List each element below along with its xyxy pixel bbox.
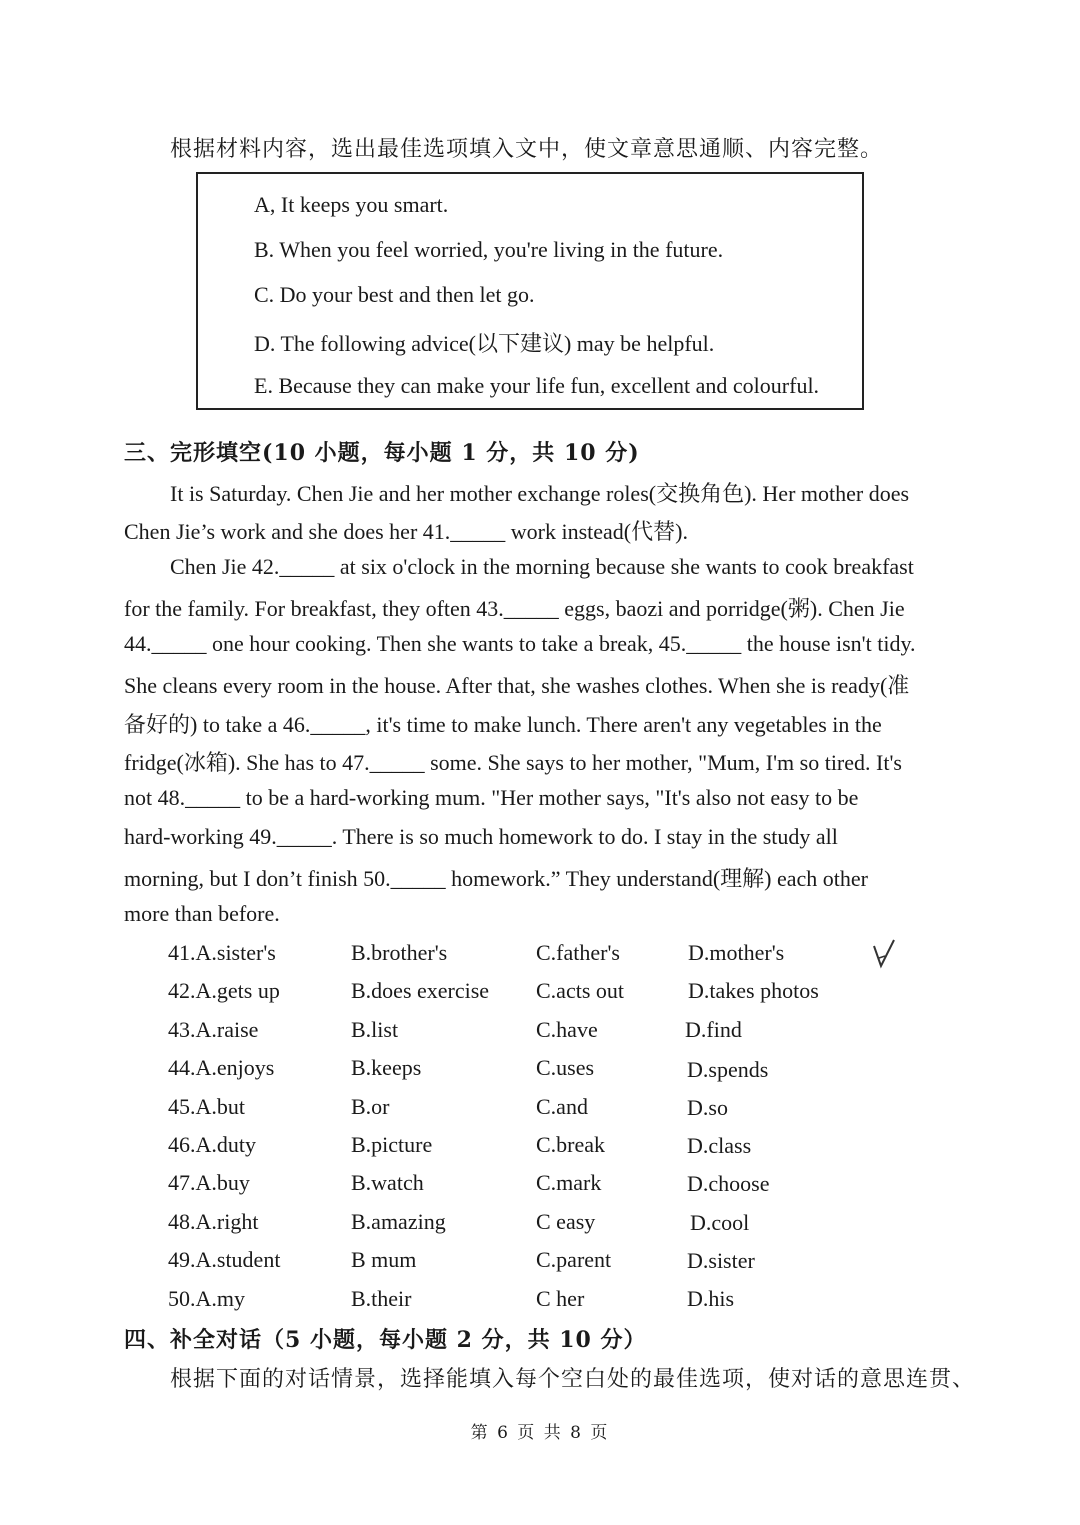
option-a: 49.A.student [168, 1247, 281, 1272]
box-option-b: B. When you feel worried, you're living in the future. [254, 237, 724, 262]
page-footer: 第 6 页 共 8 页 [470, 1423, 610, 1443]
option-c: C.and [536, 1094, 588, 1119]
option-b: B.list [351, 1017, 399, 1042]
section4-instruction: 根据下面的对话情景，选择能填入每个空白处的最佳选项，使对话的意思连贯、 [170, 1367, 976, 1392]
option-a: 48.A.right [168, 1209, 259, 1234]
option-a: 45.A.but [168, 1094, 245, 1119]
passage-line: It is Saturday. Chen Jie and her mother exchange roles(交换角色). Her mother does [170, 481, 910, 506]
option-a: 42.A.gets up [168, 978, 280, 1003]
handwritten-check-mark [870, 936, 898, 972]
option-b: B.amazing [351, 1209, 446, 1234]
option-d: D.mother's [688, 940, 785, 965]
passage-line: morning, but I don’t finish 50._____ homework.” They understand(理解) each other [124, 866, 868, 891]
passage-line: fridge(冰箱). She has to 47._____ some. She says to her mother, "Mum, I'm so tired. It's [124, 750, 902, 775]
option-d: D.spends [687, 1057, 769, 1082]
option-d: D.class [687, 1133, 752, 1158]
option-c: C.acts out [536, 978, 624, 1003]
passage-line: She cleans every room in the house. After that, she washes clothes. When she is ready(准 [124, 673, 910, 698]
option-d: D.cool [690, 1210, 750, 1235]
box-option-a: A, It keeps you smart. [254, 192, 449, 217]
option-c: C easy [536, 1209, 596, 1234]
box-option-d: D. The following advice(以下建议) may be helpful. [254, 331, 715, 356]
options-box [196, 172, 864, 410]
option-a: 44.A.enjoys [168, 1055, 275, 1080]
option-c: C.parent [536, 1247, 612, 1272]
option-d: D.so [687, 1095, 728, 1120]
option-a: 41.A.sister's [168, 940, 276, 965]
box-option-c: C. Do your best and then let go. [254, 282, 535, 307]
passage-line: more than before. [124, 901, 280, 926]
option-b: B.picture [351, 1132, 433, 1157]
option-a: 50.A.my [168, 1286, 245, 1311]
passage-line: hard-working 49._____. There is so much homework to do. I stay in the study all [124, 824, 838, 849]
option-b: B.keeps [351, 1055, 422, 1080]
option-b: B.their [351, 1286, 412, 1311]
passage-line: 44._____ one hour cooking. Then she wants to take a break, 45._____ the house isn't tidy. [124, 631, 916, 656]
option-c: C her [536, 1286, 585, 1311]
option-b: B.does exercise [351, 978, 490, 1003]
option-a: 43.A.raise [168, 1017, 259, 1042]
option-d: D.sister [687, 1248, 755, 1273]
section3-heading: 三、完形填空(10 小题，每小题 1 分，共 10 分) [124, 440, 640, 466]
option-c: C.have [536, 1017, 598, 1042]
option-c: C.break [536, 1132, 606, 1157]
option-b: B.brother's [351, 940, 448, 965]
option-c: C.uses [536, 1055, 595, 1080]
passage-line: Chen Jie’s work and she does her 41._____ work instead(代替). [124, 519, 688, 544]
option-b: B.watch [351, 1170, 424, 1195]
passage-line: 备好的) to take a 46._____, it's time to make lunch. There aren't any vegetables in the [124, 712, 882, 737]
option-c: C.father's [536, 940, 620, 965]
option-d: D.takes photos [688, 978, 819, 1003]
option-c: C.mark [536, 1170, 602, 1195]
option-a: 47.A.buy [168, 1170, 250, 1195]
box-option-e: E. Because they can make your life fun, excellent and colourful. [254, 373, 820, 398]
passage-line: not 48._____ to be a hard-working mum. "Her mother says, "It's also not easy to be [124, 785, 859, 810]
option-d: D.find [685, 1017, 742, 1042]
option-d: D.choose [687, 1171, 770, 1196]
option-b: B.or [351, 1094, 390, 1119]
option-a: 46.A.duty [168, 1132, 256, 1157]
option-b: B mum [351, 1247, 417, 1272]
option-d: D.his [687, 1286, 735, 1311]
instruction-top: 根据材料内容，选出最佳选项填入文中，使文章意思通顺、内容完整。 [170, 137, 884, 162]
section4-heading: 四、补全对话（5 小题，每小题 2 分，共 10 分） [124, 1327, 647, 1353]
passage-line: for the family. For breakfast, they often 43._____ eggs, baozi and porridge(粥). Chen Jie [124, 596, 905, 621]
passage-line: Chen Jie 42._____ at six o'clock in the morning because she wants to cook breakfast [170, 554, 914, 579]
